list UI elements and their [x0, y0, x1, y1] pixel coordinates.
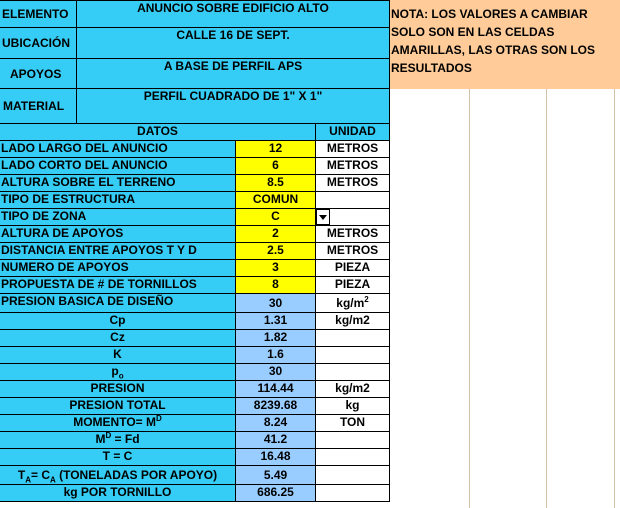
- result-ta[interactable]: 5.49: [236, 466, 316, 485]
- result-label: PRESION BASICA DE DISEÑO: [0, 294, 236, 313]
- result-kg-tornillo[interactable]: 686.25: [236, 485, 316, 502]
- header-value-material[interactable]: PERFIL CUADRADO DE 1" X 1": [77, 89, 390, 124]
- unit-label: METROS: [316, 175, 390, 192]
- grid-line: [469, 89, 470, 508]
- input-label: LADO CORTO DEL ANUNCIO: [0, 158, 236, 175]
- input-altura-terreno[interactable]: 8.5: [236, 175, 316, 192]
- label-part: T: [17, 468, 26, 482]
- header-value-elemento[interactable]: ANUNCIO SOBRE EDIFICIO ALTO: [77, 0, 390, 28]
- input-label: ALTURA DE APOYOS: [0, 226, 236, 243]
- label-part: = C: [30, 468, 50, 482]
- unit-superscript: 2: [364, 295, 369, 304]
- unit-label: kg: [316, 398, 390, 415]
- input-label: TIPO DE ZONA: [0, 209, 236, 226]
- input-label: NUMERO DE APOYOS: [0, 260, 236, 277]
- label-base: MOMENTO= M: [73, 415, 156, 429]
- result-label: Cz: [0, 330, 236, 347]
- unidad-header: UNIDAD: [316, 124, 390, 141]
- result-label: [0, 432, 236, 449]
- label-subscript: A: [50, 475, 56, 485]
- unit-label: METROS: [316, 243, 390, 260]
- result-label: Cp: [0, 313, 236, 330]
- result-t[interactable]: 16.48: [236, 449, 316, 466]
- result-cp[interactable]: 1.31: [236, 313, 316, 330]
- result-label: [0, 466, 236, 485]
- input-label: PROPUESTA DE # DE TORNILLOS: [0, 277, 236, 294]
- unit-label: [316, 466, 390, 485]
- result-cz[interactable]: 1.82: [236, 330, 316, 347]
- label-part: M: [95, 432, 106, 446]
- label-subscript: A: [25, 475, 31, 485]
- unit-label: TON: [316, 415, 390, 432]
- header-value-ubicacion[interactable]: CALLE 16 DE SEPT.: [77, 28, 390, 59]
- unit-label: METROS: [316, 141, 390, 158]
- result-label: K: [0, 347, 236, 364]
- unit-label: [316, 330, 390, 347]
- result-presion-total[interactable]: 8239.68: [236, 398, 316, 415]
- result-md[interactable]: 41.2: [236, 432, 316, 449]
- unit-label: [316, 432, 390, 449]
- unit-label: kg/m2: [316, 381, 390, 398]
- unit-label: [316, 347, 390, 364]
- unit-label: PIEZA: [316, 260, 390, 277]
- unit-label: METROS: [316, 158, 390, 175]
- result-momento[interactable]: 8.24: [236, 415, 316, 432]
- unit-label: [316, 485, 390, 502]
- label-part: (TONELADAS POR APOYO): [55, 468, 218, 482]
- unit-label: kg/m2: [316, 313, 390, 330]
- result-label: kg POR TORNILLO: [0, 485, 236, 502]
- input-label: ALTURA SOBRE EL TERRENO: [0, 175, 236, 192]
- unit-label: [316, 294, 390, 313]
- result-presion[interactable]: 114.44: [236, 381, 316, 398]
- label-superscript: D: [105, 432, 112, 440]
- label-superscript: D: [156, 415, 162, 423]
- grid-line: [614, 89, 615, 508]
- input-altura-apoyos[interactable]: 2: [236, 226, 316, 243]
- result-label: T = C: [0, 449, 236, 466]
- header-value-apoyos[interactable]: A BASE DE PERFIL APS: [77, 59, 390, 89]
- input-label: LADO LARGO DEL ANUNCIO: [0, 141, 236, 158]
- label-base: p: [111, 364, 119, 378]
- input-tornillos[interactable]: 8: [236, 277, 316, 294]
- result-presion-basica[interactable]: 30: [236, 294, 316, 313]
- header-label-elemento: ELEMENTO: [0, 0, 77, 28]
- unit-label: METROS: [316, 226, 390, 243]
- unit-label: [316, 192, 390, 209]
- result-po[interactable]: 30: [236, 364, 316, 381]
- unit-label: [316, 364, 390, 381]
- label-subscript: o: [118, 371, 124, 381]
- input-label: TIPO DE ESTRUCTURA: [0, 192, 236, 209]
- input-tipo-zona[interactable]: C: [236, 209, 316, 226]
- unit-label: PIEZA: [316, 277, 390, 294]
- instructions-note: NOTA: LOS VALORES A CAMBIAR SOLO SON EN LAS CELDAS AMARILLAS, LAS OTRAS SON LOS RESULTADOS: [391, 7, 595, 75]
- datos-header: DATOS: [0, 124, 316, 141]
- grid-line: [546, 89, 547, 508]
- result-label: [0, 364, 236, 381]
- header-label-ubicacion: UBICACIÓN: [0, 28, 77, 59]
- grid-background: [390, 89, 620, 508]
- input-distancia-apoyos[interactable]: 2.5: [236, 243, 316, 260]
- result-label: PRESION: [0, 381, 236, 398]
- result-label: PRESION TOTAL: [0, 398, 236, 415]
- unit-base: kg/m: [336, 296, 365, 310]
- unit-label: [316, 449, 390, 466]
- input-tipo-estructura[interactable]: COMUN: [236, 192, 316, 209]
- header-label-material: MATERIAL: [0, 89, 77, 124]
- input-lado-largo[interactable]: 12: [236, 141, 316, 158]
- input-numero-apoyos[interactable]: 3: [236, 260, 316, 277]
- input-lado-corto[interactable]: 6: [236, 158, 316, 175]
- input-label: DISTANCIA ENTRE APOYOS T Y D: [0, 243, 236, 260]
- label-part: = Fd: [111, 432, 140, 446]
- result-label: [0, 415, 236, 432]
- result-k[interactable]: 1.6: [236, 347, 316, 364]
- chevron-down-icon[interactable]: [316, 209, 330, 225]
- header-label-apoyos: APOYOS: [0, 59, 77, 89]
